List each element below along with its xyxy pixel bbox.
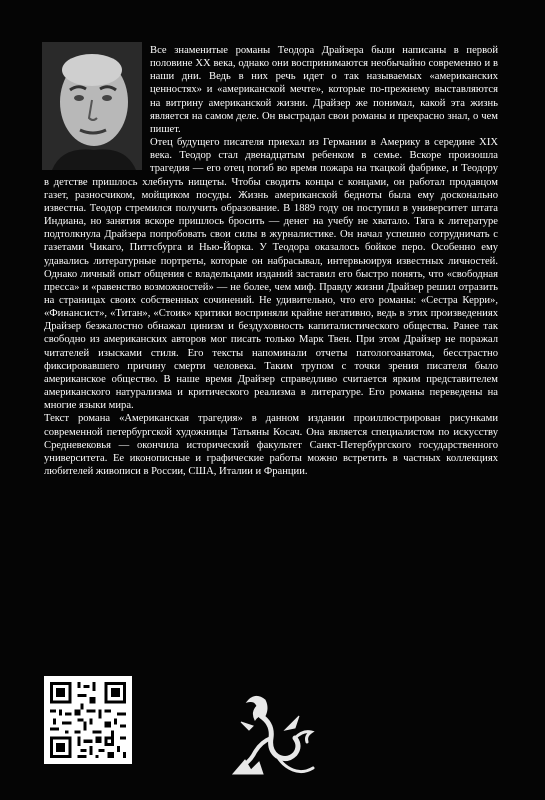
paragraph-intro: Все знаменитые романы Теодора Драйзера были написаны в первой половине XX века, однако они воспринимаются необычайно современно и в наши дни. Ведь в них речь идет о так называемых «американских ценностях» и «американской мечте», которые по-прежнему выставляются на витрину американской жизни. Драйзер же понимал, какой эта жизнь является на самом деле. Он выстрадал свои романы и прекрасно знал, о чем пишет. [150, 45, 498, 135]
dragon-logo-icon [225, 690, 325, 778]
description-text [44, 44, 498, 478]
paragraph-illustrator: Текст романа «Американская трагедия» в данном издании проиллюстрирован рисунками современной петербургской художницы Татьяны Косач. Она является специалистом по искусству Средневековья — окончила исторический факультет Санкт-Петербургского государственного университета. Ее иконописные и графические работы можно встретить в частных коллекциях любителей живописи в России, США, Италии и Франции. [44, 413, 498, 477]
qr-code [44, 676, 132, 764]
qr-code-icon [44, 676, 132, 764]
publisher-logo [225, 690, 325, 778]
paragraph-biography: Отец будущего писателя приехал из Германии в Америку в середине XIX века. Теодор стал двенадцатым ребенком в семье. Вскоре произошла трагедия — его отец погиб во время пожара на ткацкой фабрике, и Теодору в детстве пришлось хлебнуть нищеты. Чтобы сводить концы с концами, он работал продавцом газет, разносчиком, мойщиком посуды. Жизнь американской бедноты была ему досконально известна. Теодор стремился получить образование. В 1889 году он поступил в университет штата Индиана, но занятия вскоре пришлось бросить — денег на учебу не хватало. Тяга к литературе подтолкнула Драйзера попробовать свои силы в журналистике. Он начал успешно сотрудничать с газетами Чикаго, Питтсбурга и Нью-Йорка. У Теодора оказалось бойкое перо. Особенно ему удавались литературные портреты, которые он набрасывал, интервьюируя известных личностей. Однако личный опыт общения с владельцами изданий заставил его быстро понять, что «свободная пресса» и «равенство возможностей» — не более, чем миф. Правду жизни Драйзер решил отразить на страницах своих собственных сочинений. Не удивительно, что его романы: «Сестра Керри», «Финансист», «Титан», «Стоик» критики восприняли крайне негативно, ведь в этих произведениях Драйзер безжалостно обнажал цинизм и бездуховность капиталистического общества. Ранее так свободно из американских авторов мог писать только Марк Твен. При этом Драйзер не поражал читателей изысками стиля. Его тексты напоминали отчеты патологоанатома, бесстрастно фиксировавшего причину смерти человека. Таким трупом с точки зрения писателя было американское общество. В наше время Драйзер справедливо считается ярким представителем американского натурализма и критического реализма в литературе. Его романы переведены на многие языки мира. [44, 137, 498, 412]
